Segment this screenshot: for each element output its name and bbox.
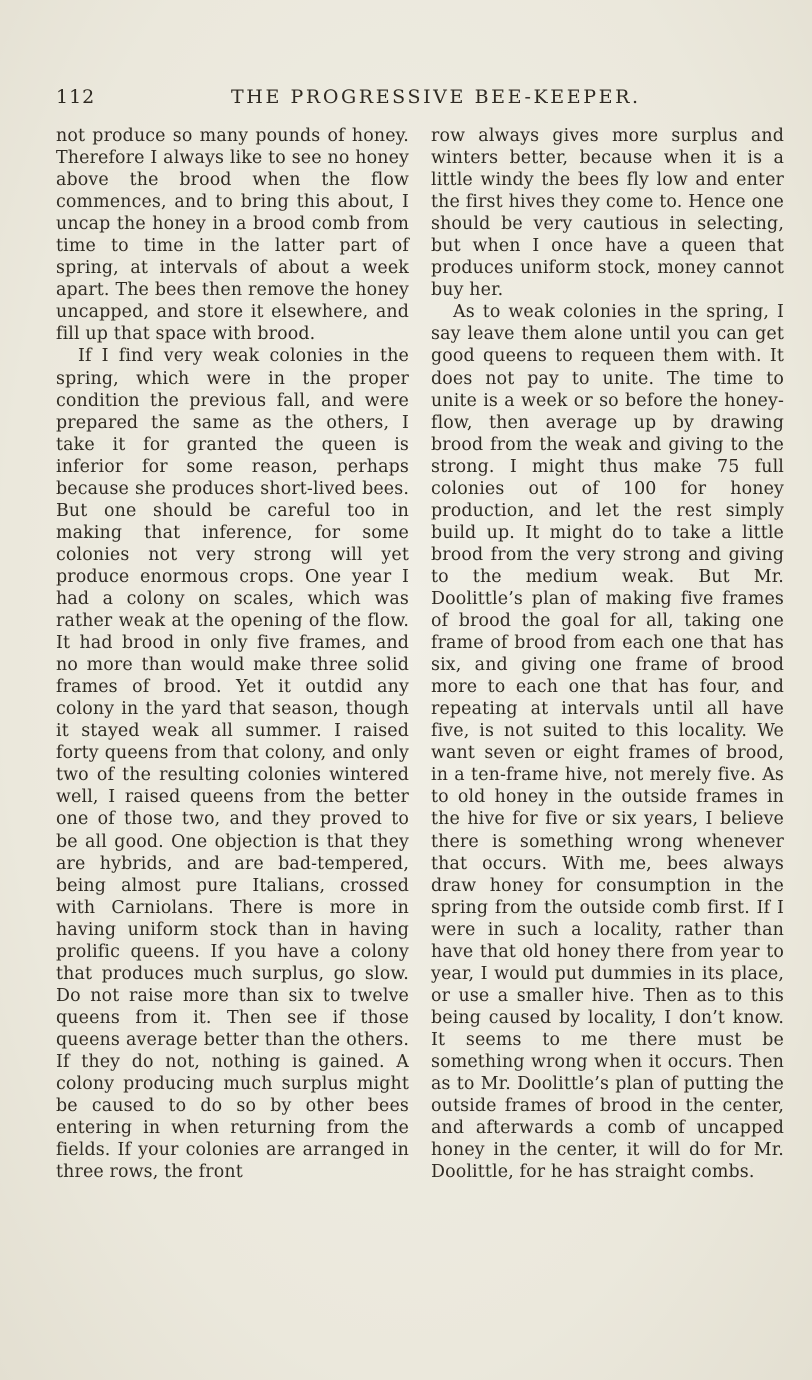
page-header xyxy=(56,86,796,114)
right-column xyxy=(431,125,784,1183)
paragraph-left-1: not produce so many pounds of honey. Therefore I always like to see no honey above the brood when the flow commences, and to bring this about, I uncap the honey in a brood comb from time to time in the latter part of spring, at intervals of about a week apart. The bees then remove the honey uncapped, and store it elsewhere, and fill up that space with brood. xyxy=(56,126,409,345)
paragraph-left-2: If I find very weak colonies in the spring, which were in the proper condition the previous fall, and were prepared the same as the others, I take it for granted the queen is inferior for some reason, perhaps because she produces short-lived bees. But one should be careful too in making that inference, for some colonies not very strong will yet produce enormous crops. One year I had a colony on scales, which was rather weak at the opening of the flow. It had brood in only five frames, and no more than would make three solid frames of brood. Yet it outdid any colony in the yard that season, though it stayed weak all summer. I raised forty queens from that colony, and only two of the resulting colonies wintered well, I raised queens from the better one of those two, and they proved to be all good. One objection is that they are hybrids, and are bad-tempered, being almost pure Italians, crossed with Carniolans. There is more in having uniform stock than in having prolific queens. If you have a colony that produces much surplus, go slow. Do not raise more than six to twelve queens from it. Then see if those queens average better than the others. If they do not, nothing is gained. A colony producing much surplus might be caused to do so by other bees entering in when returning from the fields. If your colonies are arranged in three rows, the front xyxy=(56,346,409,1183)
running-title: THE PROGRESSIVE BEE-KEEPER. xyxy=(231,86,641,108)
paragraph-right-2: As to weak colonies in the spring, I say leave them alone until you can get good queens to requeen them with. It does not pay to unite. The time to unite is a week or so before the honey-flow, then average up by drawing brood from the weak and giving to the strong. I might thus make 75 full colonies out of 100 for honey production, and let the rest simply build up. It might do to take a little brood from the very strong and giving to the medium weak. But Mr. Doolittle’s plan of making five frames of brood the goal for all, taking one frame of brood from each one that has six, and giving one frame of brood more to each one that has four, and repeating at intervals until all have five, is not suited to this locality. We want seven or eight frames of brood, in a ten-frame hive, not merely five. As to old honey in the outside frames in the hive for five or six years, I believe there is something wrong whenever that occurs. With me, bees always draw honey for consumption in the spring from the outside comb first. If I were in such a locality, rather than have that old honey there from year to year, I would put dummies in its place, or use a smaller hive. Then as to this being caused by locality, I don’t know. It seems to me there must be something wrong when it occurs. Then as to Mr. Doolittle’s plan of putting the outside frames of brood in the center, and afterwards a comb of uncapped honey in the center, it will do for Mr. Doolittle, for he has straight combs. xyxy=(431,302,784,1183)
paragraph-right-1: row always gives more surplus and winters better, because when it is a little windy the bees fly low and enter the first hives they come to. Hence one should be very cautious in selecting, but when I once have a queen that produces uniform stock, money cannot buy her. xyxy=(431,126,784,301)
left-column xyxy=(56,125,409,1183)
page-number: 112 xyxy=(56,86,96,108)
